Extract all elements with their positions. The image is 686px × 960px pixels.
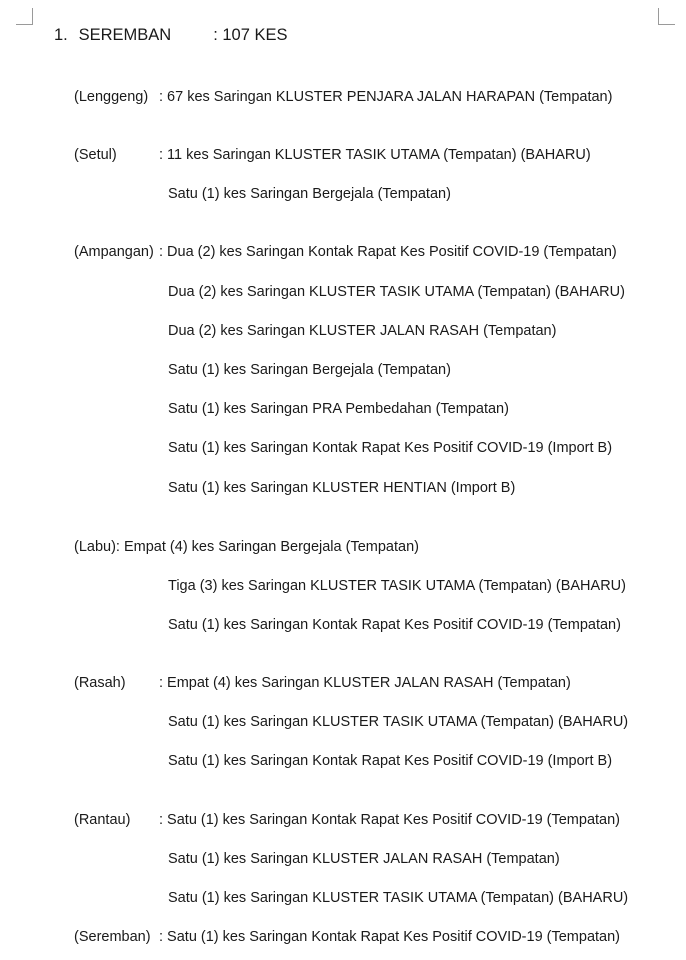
case-line: : Satu (1) kes Saringan Kontak Rapat Kes Positif COVID-19 (Tempatan) [159,929,620,945]
case-line: Satu (1) kes Saringan Kontak Rapat Kes Positif COVID-19 (Tempatan) [168,617,621,633]
case-line: Tiga (3) kes Saringan KLUSTER TASIK UTAMA (Tempatan) (BAHARU) [168,578,626,594]
area-label: (Rantau) [74,812,131,828]
area-label: (Setul) [74,147,117,163]
case-line: Dua (2) kes Saringan KLUSTER TASIK UTAMA (Tempatan) (BAHARU) [168,284,625,300]
case-line: : Empat (4) kes Saringan KLUSTER JALAN RASAH (Tempatan) [159,675,571,691]
area-label: (Seremban) [74,929,151,945]
case-line: : Dua (2) kes Saringan Kontak Rapat Kes Positif COVID-19 (Tempatan) [159,244,617,260]
case-line: Satu (1) kes Saringan Bergejala (Tempatan) [168,362,451,378]
case-line: Satu (1) kes Saringan KLUSTER JALAN RASAH (Tempatan) [168,851,560,867]
area-label: (Labu): [74,539,120,555]
area-label: (Lenggeng) [74,89,149,105]
case-line: Satu (1) kes Saringan Kontak Rapat Kes Positif COVID-19 (Import B) [168,440,613,456]
case-line: Satu (1) kes Saringan PRA Pembedahan (Tempatan) [168,401,509,417]
district-heading [54,26,288,45]
case-line: Empat (4) kes Saringan Bergejala (Tempatan) [123,539,419,555]
section-labu [74,537,419,557]
case-line: Dua (2) kes Saringan KLUSTER JALAN RASAH (Tempatan) [168,323,557,339]
page-corner-mark-right [658,8,675,25]
case-line: Satu (1) kes Saringan Kontak Rapat Kes Positif COVID-19 (Import B) [168,753,613,769]
case-line: : Satu (1) kes Saringan Kontak Rapat Kes Positif COVID-19 (Tempatan) [159,812,620,828]
case-line: Satu (1) kes Saringan KLUSTER TASIK UTAMA (Tempatan) (BAHARU) [168,714,629,730]
case-line: : 11 kes Saringan KLUSTER TASIK UTAMA (Tempatan) (BAHARU) [159,147,591,163]
heading-number: 1. [54,26,68,44]
page-corner-mark-left [16,8,33,25]
case-line: Satu (1) kes Saringan KLUSTER TASIK UTAMA (Tempatan) (BAHARU) [168,890,629,906]
case-line: Satu (1) kes Saringan KLUSTER HENTIAN (Import B) [168,480,516,496]
heading-total: : 107 KES [213,26,288,44]
area-label: (Ampangan) [74,244,154,260]
heading-district: SEREMBAN [78,26,172,44]
case-line: Satu (1) kes Saringan Bergejala (Tempatan) [168,186,451,202]
area-label: (Rasah) [74,675,126,691]
case-line: : 67 kes Saringan KLUSTER PENJARA JALAN HARAPAN (Tempatan) [159,89,613,105]
